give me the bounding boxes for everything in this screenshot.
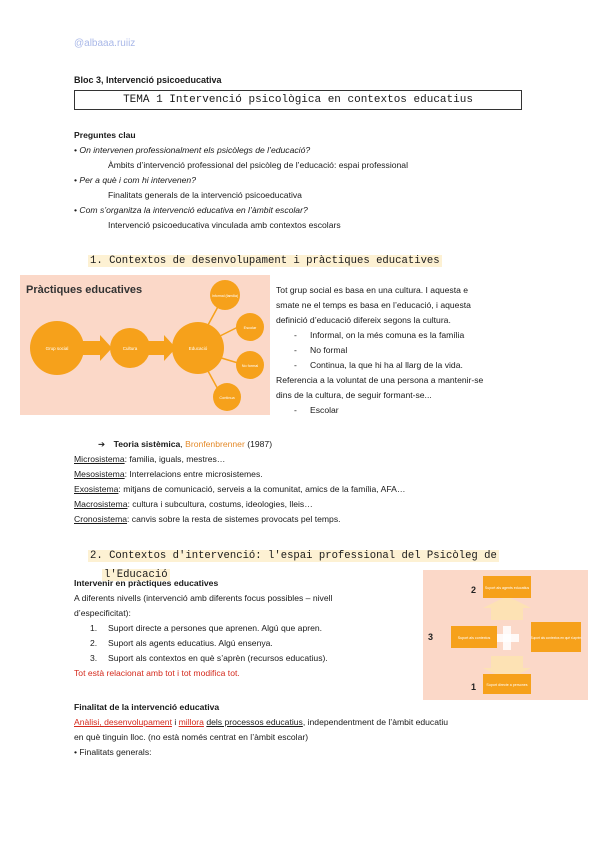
section2-title: 2. Contextos d'intervenció: l'espai professional del Psicòleg de l'Educació [90,550,497,581]
system-item: Microsistema: familia, iguals, mestres… [74,454,226,464]
teoria-heading: ➔ Teoria sistèmica, Bronfenbrenner (1987) [98,439,273,449]
system-item: Cronosistema: canvis sobre la resta de sistemes provocats pel temps. [74,514,341,524]
text-line: d’especificitat): [74,608,131,618]
question-item: • On intervenen professionalment els psicòlegs de l’educació? [74,145,311,155]
level-number: 3 [428,632,434,642]
list-item: - Continua, la que hi ha al llarg de la vida. [294,360,463,370]
text-line: en què tinguin lloc. (no està només centrat en l’àmbit escolar) [74,732,309,742]
level-item: 2. Suport als agents educatius. Algú ensenya. [90,638,273,648]
system-item: Mesosistema: Interrelacions entre microsistemes. [74,469,263,479]
finalitat-heading: Finalitat de la intervenció educativa [74,702,220,712]
system-item: Exosistema: mitjans de comunicació, serveis a la comunitat, amics de la família, AFA… [74,484,406,494]
text-line: definició d’educació difereix segons la cultura. [276,315,451,325]
question-item: • Com s’organitza la intervenció educativa en l’àmbit escolar? [74,205,308,215]
finalitat-line1: Anàlisi, desenvolupament i millora dels processos educatius, independentment de l’àmbit educatiu [74,717,449,727]
key-questions-heading: Preguntes clau [74,130,136,140]
practiques-diagram [20,275,270,415]
diagram-title: Pràctiques educatives [26,284,143,296]
level-number: 1 [471,682,477,692]
section2-text [74,576,424,681]
tema-title: TEMA 1 Intervenció psicològica en contextos educatius [74,90,522,110]
list-item: - Escolar [294,405,339,415]
list-item: • Finalitats generals: [74,747,152,757]
box-label: Suport als agents educatius [484,586,530,590]
level-number: 2 [471,585,477,595]
author-link[interactable]: Bronfenbrenner [185,439,245,449]
level-item: 1. Suport directe a persones que aprenen. Algú que apren. [90,623,323,633]
question-answer: Finalitats generals de la intervenció psicoeducativa [108,190,302,200]
section2-subheading: Intervenir en pràctiques educatives [74,578,219,588]
text-line: dins de la cultura, de seguir formant-se... [276,390,432,400]
section1-title: 1. Contextos de desenvolupament i pràctiques educatives [90,255,440,267]
question-answer: Intervenció psicoeducativa vinculada amb contextos escolars [108,220,341,230]
author-handle: @albaaa.ruiiz [74,38,136,49]
system-item: Macrosistema: cultura i subcultura, costums, ideologies, lleis… [74,499,313,509]
arrow-icon: ➔ [98,439,106,449]
node-label: Cultura [122,346,138,351]
teoria-section [74,437,544,527]
node-label: No formal [241,364,259,368]
finalitat-section [74,700,544,760]
node-label: Grup social [45,346,69,351]
text-line: Referencia a la voluntat de una persona a mantenir-se [276,375,484,385]
conclusion-text: Tot està relacionat amb tot i tot modifica tot. [74,668,240,678]
text-line: smate ne el temps es basa en l’educació, i aquesta [276,300,471,310]
section1-text [276,283,536,418]
node-label: Educació [188,346,208,351]
box-label: Suport directe a persones [486,683,528,687]
node-label: Continua [219,396,235,400]
block-title: Bloc 3, Intervenció psicoeducativa [74,75,222,85]
box-label: Suport als contextos [457,636,491,640]
list-item: - No formal [294,345,348,355]
text-line: A diferents nivells (intervenció amb diferents focus possibles – nivell [74,593,333,603]
level-item: 3. Suport als contextos en què s’aprèn (recursos educatius). [90,653,328,663]
question-item: • Per a què i com hi intervenen? [74,175,196,185]
key-questions [74,128,534,233]
question-answer: Àmbits d’intervenció professional del psicòleg de l’educació: espai professional [108,160,408,170]
box-label: Suport als contextos en què s’aprèn [530,636,582,640]
list-item: - Informal, on la més comuna es la família [294,330,465,340]
text-line: Tot grup social es basa en una cultura. I aquesta e [276,285,469,295]
node-label: Escolar [243,326,257,330]
levels-diagram [423,570,588,700]
node-label: Informal (família) [211,294,239,298]
